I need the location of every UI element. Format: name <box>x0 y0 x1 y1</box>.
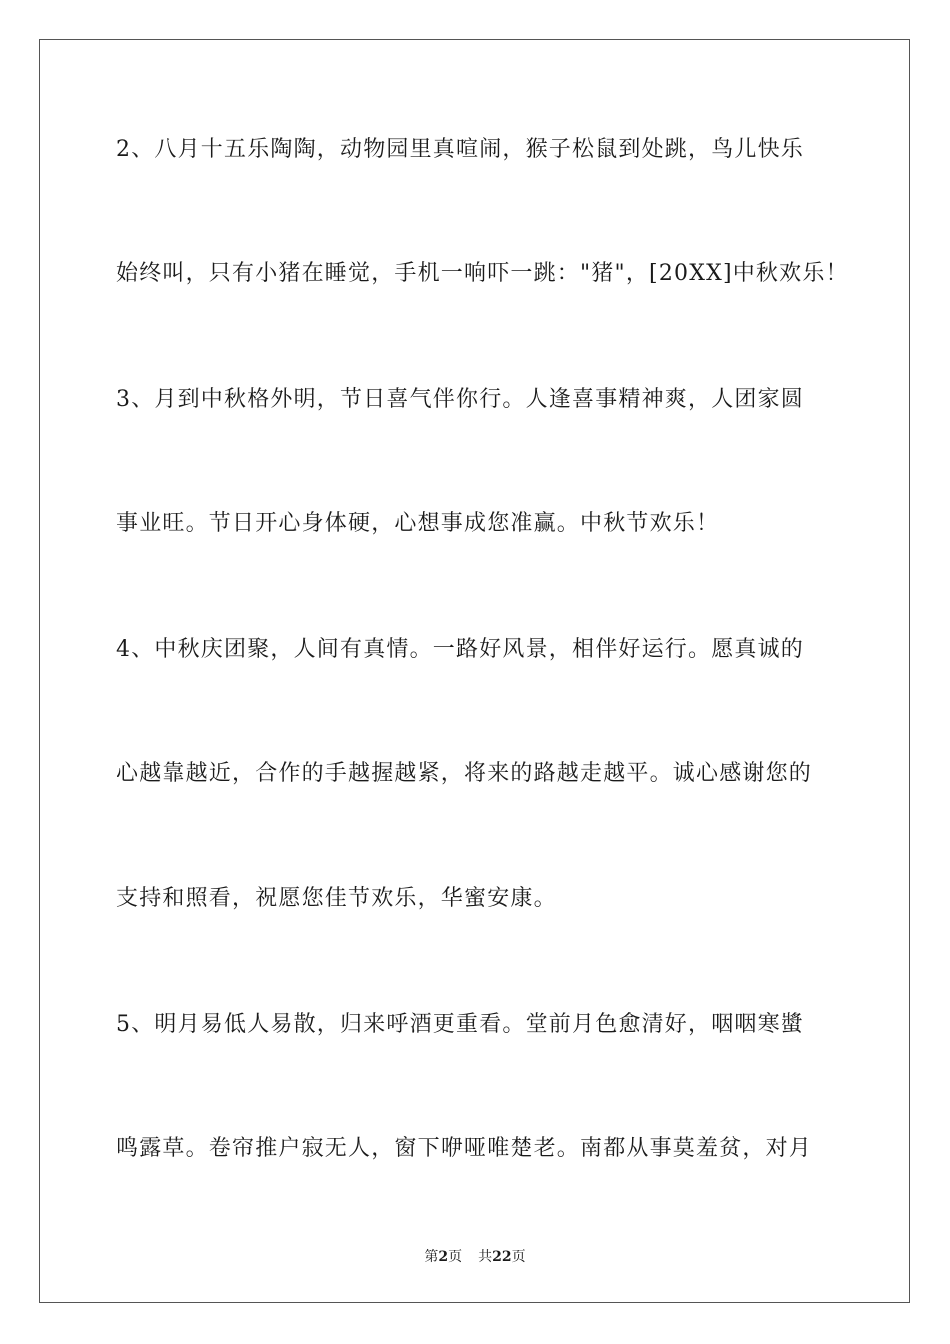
text-line-3: 3、月到中秋格外明，节日喜气伴你行。人逢喜事精神爽，人团家圆 <box>116 387 804 412</box>
text-line-8: 5、明月易低人易散，归来呼酒更重看。堂前月色愈清好，咽咽寒螿 <box>116 1012 804 1037</box>
total-pages: 22 <box>492 1249 512 1265</box>
text-line-6: 心越靠越近，合作的手越握越紧，将来的路越走越平。诚心感谢您的 <box>116 761 813 786</box>
text-line-5: 4、中秋庆团聚，人间有真情。一路好风景，相伴好运行。愿真诚的 <box>116 637 804 662</box>
page-footer <box>0 1248 950 1266</box>
text-line-1: 2、八月十五乐陶陶，动物园里真喧闹，猴子松鼠到处跳，鸟儿快乐 <box>116 137 804 162</box>
page-suffix: 页 <box>448 1249 463 1265</box>
text-line-9: 鸣露草。卷帘推户寂无人，窗下咿哑唯楚老。南都从事莫羞贫，对月 <box>116 1136 813 1161</box>
text-line-4: 事业旺。节日开心身体硬，心想事成您准赢。中秋节欢乐！ <box>116 511 720 536</box>
total-suffix: 页 <box>511 1249 526 1265</box>
text-line-7: 支持和照看，祝愿您佳节欢乐，华蜜安康。 <box>116 886 557 911</box>
page-prefix: 第 <box>424 1249 439 1265</box>
page-frame <box>39 39 910 1303</box>
text-line-2: 始终叫，只有小猪在睡觉，手机一响吓一跳："猪"，[20XX]中秋欢乐！ <box>116 261 849 286</box>
page-number: 2 <box>438 1249 449 1265</box>
total-prefix: 共 <box>478 1249 493 1265</box>
